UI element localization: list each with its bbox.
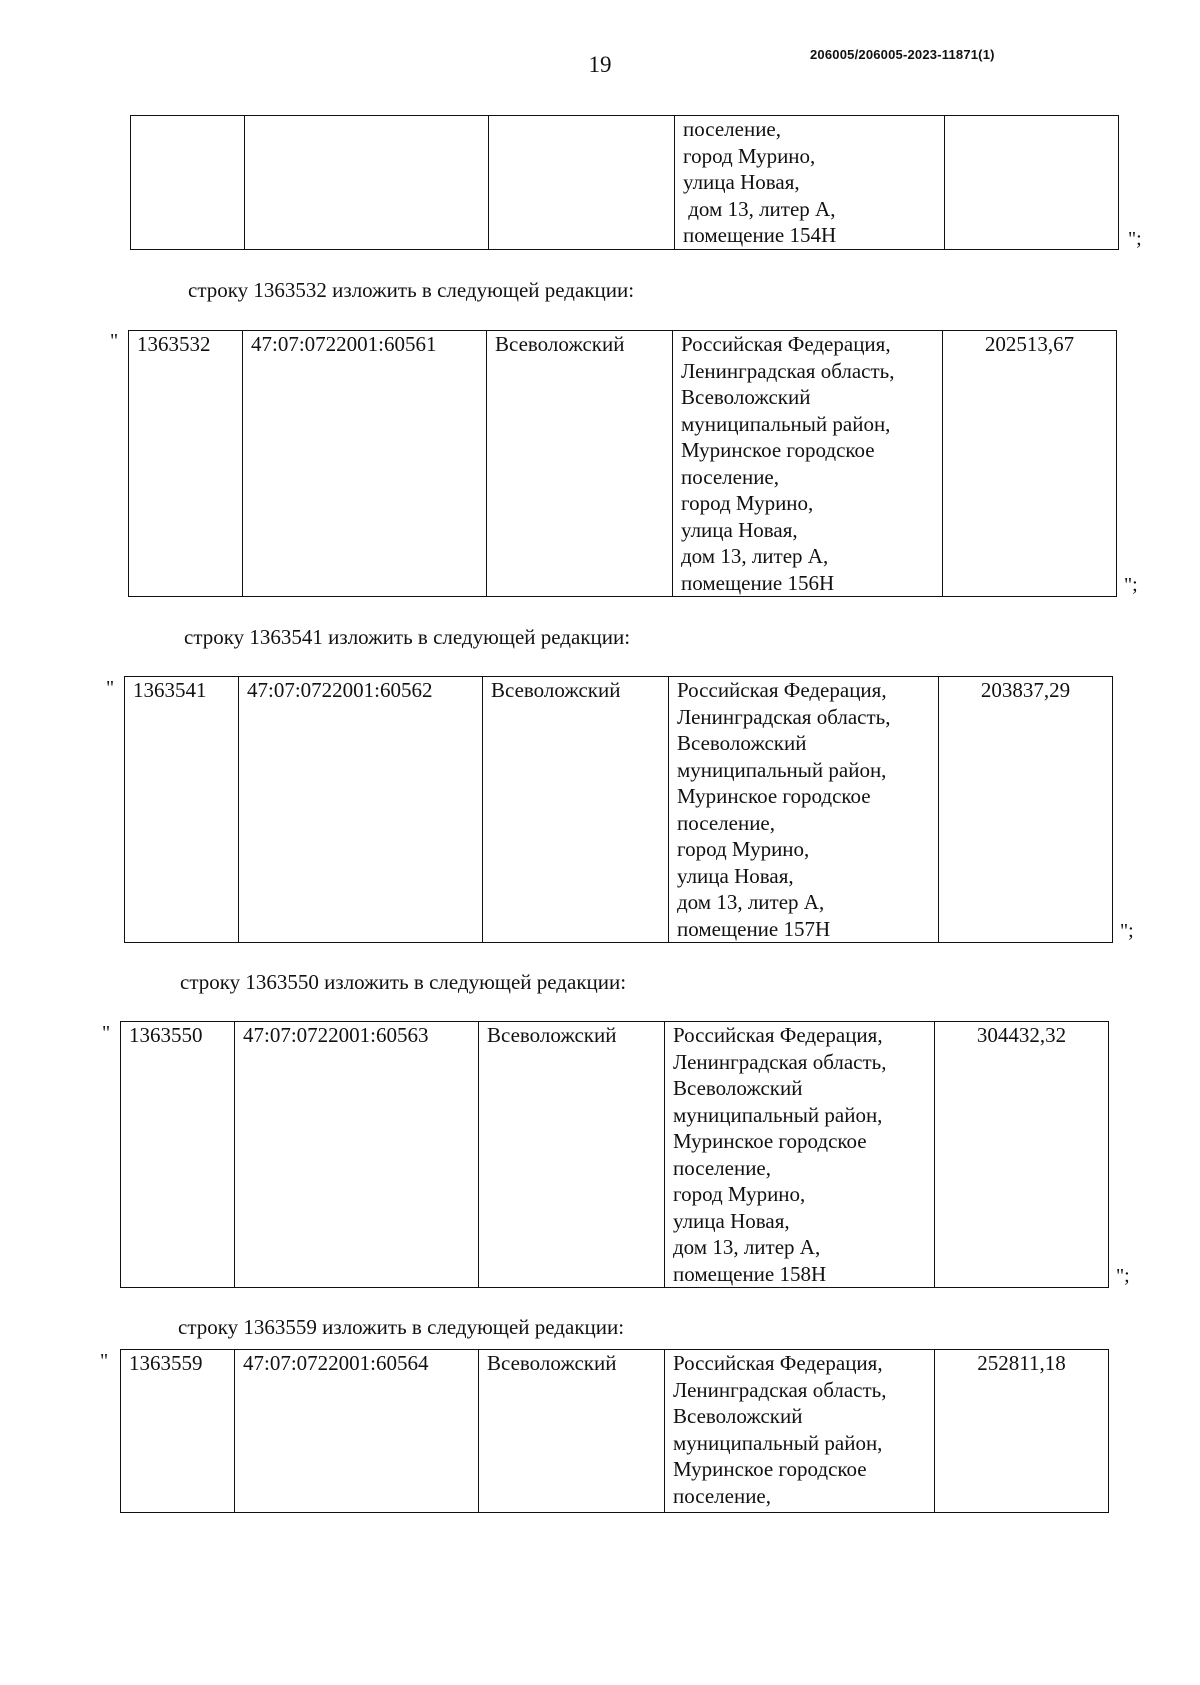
number-cell: 1363541 — [125, 677, 239, 943]
address-line: Муринское городское — [677, 784, 871, 808]
address-line: Муринское городское — [673, 1457, 867, 1481]
instruction-text: строку 1363559 изложить в следующей редакции: — [178, 1315, 625, 1339]
address-line: помещение 158Н — [673, 1261, 827, 1286]
address-line: дом 13, литер А, — [683, 196, 836, 221]
address-line: поселение, — [673, 1483, 772, 1508]
address-line: муниципальный район, — [673, 1102, 883, 1127]
instruction-text: строку 1363550 изложить в следующей редакции: — [180, 970, 627, 994]
instruction-text: строку 1363532 изложить в следующей редакции: — [188, 278, 635, 302]
address-line: Всеволожский — [677, 731, 807, 755]
address-line: Ленинградская область, — [681, 358, 895, 383]
opening-quote: " — [106, 677, 115, 699]
address-line: Всеволожский — [673, 1076, 803, 1100]
address-line: улица Новая, — [681, 517, 798, 542]
district-cell: Всеволожский — [479, 1350, 665, 1513]
record-table — [120, 1349, 1109, 1513]
address-line: дом 13, литер А, — [681, 544, 829, 568]
address-line: Ленинградская область, — [677, 704, 891, 729]
address-line: дом 13, литер А, — [673, 1235, 821, 1259]
address-line: Всеволожский — [681, 385, 811, 409]
cadastral-cell: 47:07:0722001:60564 — [235, 1350, 479, 1513]
district-cell — [489, 116, 675, 250]
district-cell: Всеволожский — [483, 677, 669, 943]
address-cell — [675, 116, 945, 250]
cadastral-cell: 47:07:0722001:60563 — [235, 1022, 479, 1288]
address-line: помещение 157Н — [677, 916, 831, 941]
document-id: 206005/206005-2023-11871(1) — [810, 47, 995, 62]
page-number: 19 — [588, 52, 612, 77]
number-cell: 1363559 — [121, 1350, 235, 1513]
record-table — [120, 1021, 1109, 1288]
record-table — [124, 676, 1113, 943]
table-row — [129, 331, 1117, 597]
table-row — [121, 1022, 1109, 1288]
address-line: город Мурино, — [673, 1182, 806, 1206]
table-row — [121, 1350, 1109, 1513]
address-cell — [669, 677, 939, 943]
address-line: город Мурино, — [683, 143, 816, 168]
address-line: муниципальный район, — [677, 757, 887, 782]
value-cell: 203837,29 — [939, 677, 1113, 943]
district-cell: Всеволожский — [479, 1022, 665, 1288]
number-cell: 1363532 — [129, 331, 243, 597]
address-line: Российская Федерация, — [677, 678, 887, 702]
address-line: Ленинградская область, — [673, 1377, 887, 1402]
table-row — [125, 677, 1113, 943]
cadastral-cell — [245, 116, 489, 250]
address-line: Ленинградская область, — [673, 1049, 887, 1074]
value-cell — [945, 116, 1119, 250]
address-line: помещение 154Н — [683, 223, 837, 247]
district-cell: Всеволожский — [487, 331, 673, 597]
address-line: Российская Федерация, — [673, 1023, 883, 1047]
address-line: поселение, — [683, 117, 782, 141]
address-line: поселение, — [681, 464, 780, 489]
table-row — [131, 116, 1119, 250]
address-line: помещение 156Н — [681, 570, 835, 595]
address-line: улица Новая, — [677, 863, 794, 888]
address-cell — [665, 1350, 935, 1513]
cadastral-cell: 47:07:0722001:60562 — [239, 677, 483, 943]
opening-quote: " — [100, 1350, 109, 1372]
address-line: муниципальный район, — [681, 411, 891, 436]
cadastral-cell: 47:07:0722001:60561 — [243, 331, 487, 597]
value-cell: 202513,67 — [943, 331, 1117, 597]
closing-quote: "; — [1124, 574, 1138, 596]
address-line: Всеволожский — [673, 1404, 803, 1428]
instruction-text: строку 1363541 изложить в следующей редакции: — [184, 625, 631, 649]
address-line: Муринское городское — [673, 1129, 867, 1153]
value-cell: 252811,18 — [935, 1350, 1109, 1513]
value-cell: 304432,32 — [935, 1022, 1109, 1288]
address-line: улица Новая, — [683, 170, 800, 194]
address-line: Муринское городское — [681, 438, 875, 462]
address-cell — [665, 1022, 935, 1288]
number-cell: 1363550 — [121, 1022, 235, 1288]
closing-quote: "; — [1128, 228, 1142, 250]
opening-quote: " — [110, 330, 119, 352]
address-line: Российская Федерация, — [673, 1351, 883, 1375]
opening-quote: " — [102, 1022, 111, 1044]
address-line: город Мурино, — [677, 837, 810, 861]
record-table — [128, 330, 1117, 597]
table-fragment-top — [130, 115, 1119, 250]
address-line: Российская Федерация, — [681, 332, 891, 356]
address-cell — [673, 331, 943, 597]
address-line: улица Новая, — [673, 1208, 790, 1233]
address-line: поселение, — [677, 810, 776, 835]
address-line: поселение, — [673, 1155, 772, 1180]
closing-quote: "; — [1116, 1265, 1130, 1287]
number-cell — [131, 116, 245, 250]
address-line: дом 13, литер А, — [677, 890, 825, 914]
address-line: муниципальный район, — [673, 1430, 883, 1455]
address-line: город Мурино, — [681, 491, 814, 515]
closing-quote: "; — [1120, 920, 1134, 942]
